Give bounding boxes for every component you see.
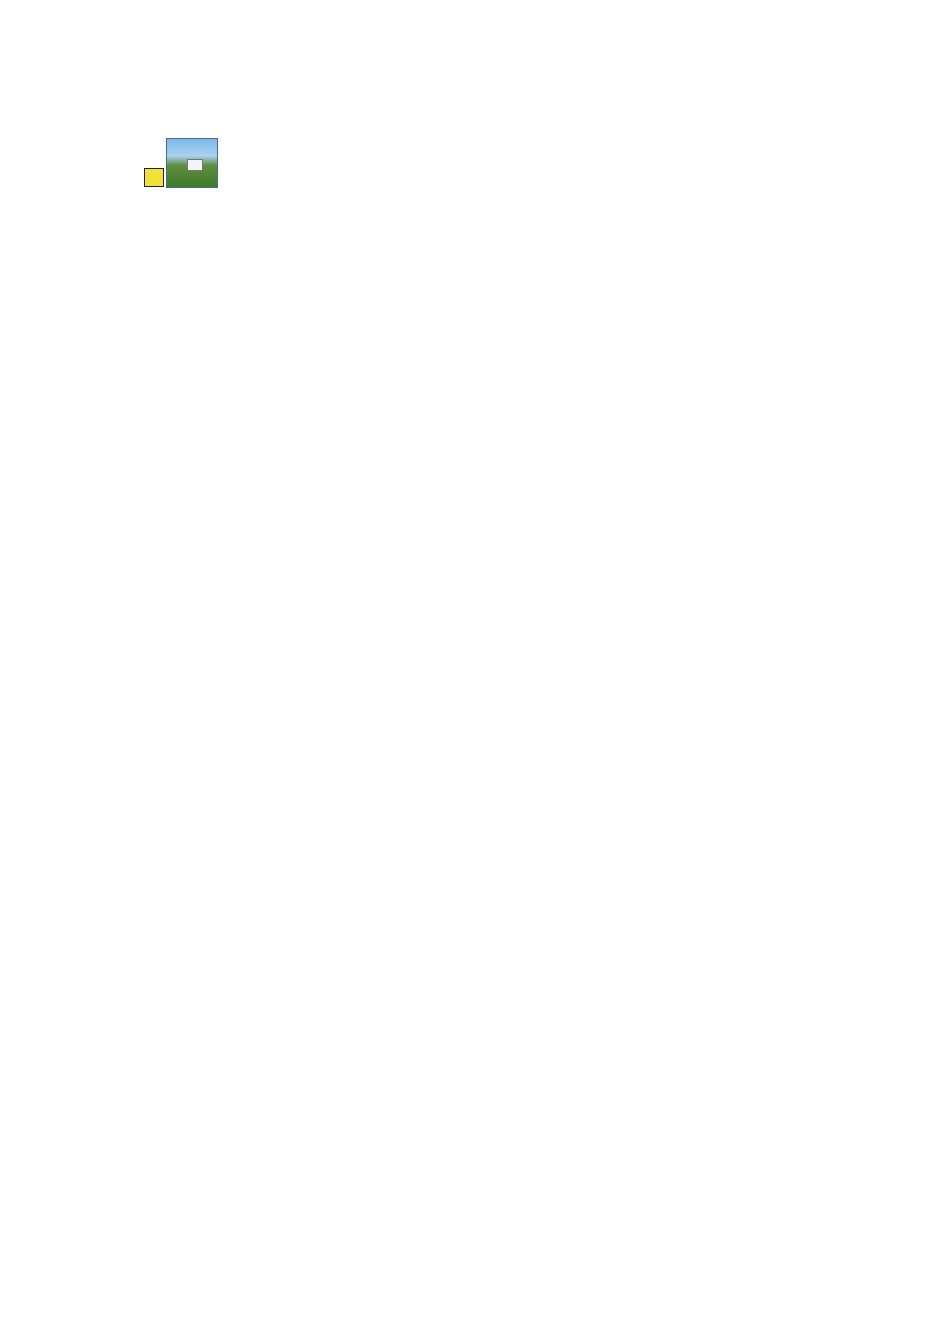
badge-icon — [144, 168, 164, 187]
house-icon — [187, 159, 203, 171]
avatar[interactable] — [166, 138, 218, 188]
user-avatar-block — [144, 138, 814, 190]
document-body — [144, 122, 814, 216]
